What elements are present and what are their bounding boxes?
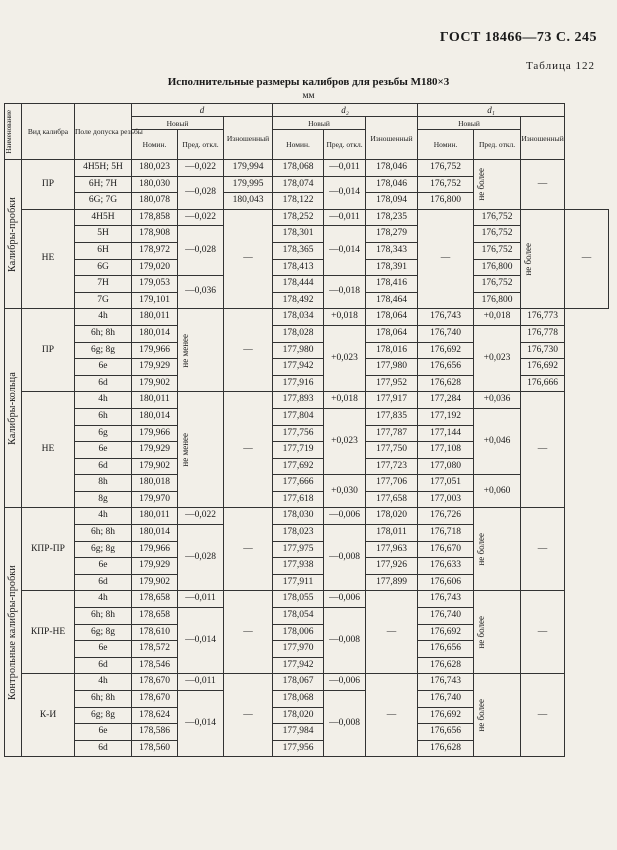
table-cell: 176,800 — [474, 292, 521, 309]
table-cell: 179,970 — [132, 491, 178, 508]
table-cell: 6d — [75, 458, 132, 475]
table-cell: 180,014 — [132, 525, 178, 542]
col-d-pred: Пред. откл. — [178, 130, 224, 160]
col-d2-nom: Номин. — [273, 130, 324, 160]
table-cell: 178,858 — [132, 209, 178, 226]
table-cell: 179,929 — [132, 558, 178, 575]
table-cell: 179,902 — [132, 458, 178, 475]
table-cell: — — [565, 209, 609, 309]
table-cell: +0,023 — [474, 325, 521, 391]
col-d2-izn: Изношенный — [366, 117, 418, 160]
table-cell: 177,917 — [366, 392, 418, 409]
type-kpr-pr: КПР-ПР — [22, 508, 75, 591]
table-cell: —0,036 — [178, 276, 224, 309]
col-d2-pred: Пред. откл. — [324, 130, 366, 160]
table-cell: 6e — [75, 442, 132, 459]
table-row — [5, 392, 609, 409]
table-cell: 178,067 — [273, 674, 324, 691]
vertical-label: не более — [476, 168, 487, 201]
col-d1-nom: Номин. — [418, 130, 474, 160]
standard-header: ГОСТ 18466—73 С. 245 — [439, 30, 597, 45]
table-cell: 179,929 — [132, 442, 178, 459]
table-cell: 178,016 — [366, 342, 418, 359]
table-cell: 6h; 8h — [75, 608, 132, 625]
table-cell: 176,718 — [418, 525, 474, 542]
note-ne-menee — [178, 309, 224, 392]
table-cell: 180,011 — [132, 309, 178, 326]
table-cell: 7G — [75, 292, 132, 309]
table-cell: 176,656 — [418, 641, 474, 658]
table-cell: 177,080 — [418, 458, 474, 475]
table-cell: 178,020 — [273, 707, 324, 724]
table-cell: 178,343 — [366, 242, 418, 259]
table-cell: 178,023 — [273, 525, 324, 542]
section-kolca — [5, 309, 22, 508]
table-cell: 176,800 — [418, 193, 474, 210]
table-cell: 178,046 — [366, 176, 418, 193]
table-cell: 176,752 — [418, 160, 474, 177]
table-cell: 178,444 — [273, 276, 324, 293]
calibre-table — [4, 103, 609, 757]
col-d-izn: Изношенный — [224, 117, 273, 160]
table-cell: 6g; 8g — [75, 624, 132, 641]
table-cell: 6H; 7H — [75, 176, 132, 193]
table-cell: —0,006 — [324, 591, 366, 608]
col-d: d — [132, 104, 273, 117]
table-cell: +0,030 — [324, 475, 366, 508]
type-kpr-ne: КПР-НЕ — [22, 591, 75, 674]
table-cell: — — [224, 591, 273, 674]
table-cell: 177,835 — [366, 408, 418, 425]
table-cell: 179,020 — [132, 259, 178, 276]
table-cell: —0,028 — [178, 226, 224, 276]
table-cell: 176,740 — [418, 325, 474, 342]
table-cell: 178,586 — [132, 724, 178, 741]
note-ne-menee — [178, 392, 224, 508]
table-cell: — — [521, 508, 565, 591]
table-cell: 6h; 8h — [75, 525, 132, 542]
table-cell: 176,752 — [474, 242, 521, 259]
table-cell: 177,899 — [366, 574, 418, 591]
vertical-label: не более — [476, 699, 487, 732]
table-cell: — — [521, 392, 565, 508]
vertical-label: Наименование — [5, 109, 13, 154]
table-cell: —0,008 — [324, 691, 366, 757]
table-cell: —0,022 — [178, 508, 224, 525]
table-cell: 177,692 — [273, 458, 324, 475]
table-cell: — — [521, 591, 565, 674]
table-cell: 177,975 — [273, 541, 324, 558]
table-row — [5, 408, 609, 425]
table-cell: 176,752 — [474, 276, 521, 293]
table-cell: —0,011 — [178, 674, 224, 691]
table-row — [5, 242, 609, 259]
table-cell: 178,074 — [273, 176, 324, 193]
table-cell: 176,628 — [418, 375, 474, 392]
table-cell: 178,006 — [273, 624, 324, 641]
col-d2: d₂ — [273, 104, 418, 117]
type-pr: ПР — [22, 160, 75, 210]
table-cell: 179,995 — [224, 176, 273, 193]
table-cell: 177,658 — [366, 491, 418, 508]
table-cell: +0,046 — [474, 408, 521, 474]
table-cell: 178,068 — [273, 691, 324, 708]
table-cell: 177,956 — [273, 740, 324, 757]
table-cell: —0,006 — [324, 674, 366, 691]
table-cell: — — [224, 209, 273, 309]
table-cell: 178,055 — [273, 591, 324, 608]
table-cell: 178,064 — [366, 325, 418, 342]
table-cell: 178,279 — [366, 226, 418, 243]
col-d1-izn: Изношенный — [521, 117, 565, 160]
table-row — [5, 226, 609, 243]
table-cell: — — [521, 160, 565, 210]
table-cell: 178,560 — [132, 740, 178, 757]
table-cell: +0,023 — [324, 408, 366, 474]
table-cell: 176,656 — [418, 724, 474, 741]
table-cell: 8h — [75, 475, 132, 492]
table-row — [5, 508, 609, 525]
table-cell: +0,018 — [324, 392, 366, 409]
table-cell: 178,413 — [273, 259, 324, 276]
table-cell: — — [418, 209, 474, 309]
table-cell: 177,963 — [366, 541, 418, 558]
table-cell: 6G — [75, 259, 132, 276]
table-row — [5, 276, 609, 293]
table-cell: 176,743 — [418, 309, 474, 326]
table-cell: 178,094 — [366, 193, 418, 210]
table-cell: 177,911 — [273, 574, 324, 591]
type-k-i: К-И — [22, 674, 75, 757]
table-cell: 176,726 — [418, 508, 474, 525]
table-cell: 6d — [75, 740, 132, 757]
table-cell: 6G; 7G — [75, 193, 132, 210]
table-cell: 6e — [75, 724, 132, 741]
table-cell: 178,670 — [132, 674, 178, 691]
table-cell: 179,902 — [132, 574, 178, 591]
table-cell: 176,752 — [418, 176, 474, 193]
table-cell: 4h — [75, 309, 132, 326]
vertical-label: не менее — [180, 433, 190, 467]
table-cell: — — [224, 508, 273, 591]
col-d1-new: Новый — [418, 117, 521, 130]
table-cell: 179,966 — [132, 541, 178, 558]
table-cell: 178,546 — [132, 657, 178, 674]
table-cell: 178,064 — [366, 309, 418, 326]
table-cell: —0,018 — [324, 276, 366, 309]
table-cell: 180,014 — [132, 408, 178, 425]
table-cell: 177,706 — [366, 475, 418, 492]
table-cell: 177,756 — [273, 425, 324, 442]
vertical-label: не менее — [180, 333, 190, 368]
table-cell: 177,942 — [273, 359, 324, 376]
table-cell: —0,011 — [178, 591, 224, 608]
table-cell: 178,046 — [366, 160, 418, 177]
table-cell: 178,670 — [132, 691, 178, 708]
table-cell: 6h — [75, 408, 132, 425]
table-cell: 177,618 — [273, 491, 324, 508]
table-cell: 178,020 — [366, 508, 418, 525]
col-d-nom: Номин. — [132, 130, 178, 160]
table-cell: —0,014 — [324, 226, 366, 276]
vertical-label: Калибры-пробки — [7, 196, 18, 272]
table-cell: — — [224, 674, 273, 757]
table-title: Исполнительные размеры калибров для резьбы М180×3 — [167, 76, 450, 88]
table-cell: 180,011 — [132, 508, 178, 525]
table-cell: 178,492 — [273, 292, 324, 309]
table-cell: 178,658 — [132, 591, 178, 608]
table-row — [5, 292, 609, 309]
table-row — [5, 160, 609, 177]
table-cell: 6h; 8h — [75, 691, 132, 708]
table-cell: 176,743 — [418, 674, 474, 691]
table-cell: 176,692 — [418, 342, 474, 359]
table-cell: — — [521, 674, 565, 757]
vertical-label: не более — [476, 533, 487, 566]
table-row — [5, 209, 609, 226]
vertical-label: не более — [476, 616, 487, 649]
table-cell: 176,730 — [521, 342, 565, 359]
table-cell: 177,980 — [273, 342, 324, 359]
table-cell: 179,966 — [132, 342, 178, 359]
table-cell: 177,938 — [273, 558, 324, 575]
table-cell: 176,628 — [418, 740, 474, 757]
section-kontrol — [5, 508, 22, 757]
table-cell: 4H5H — [75, 209, 132, 226]
table-cell: 177,970 — [273, 641, 324, 658]
table-row — [5, 591, 609, 608]
table-cell: 177,942 — [273, 657, 324, 674]
table-cell: —0,022 — [178, 209, 224, 226]
table-cell: 180,030 — [132, 176, 178, 193]
table-cell: 6e — [75, 558, 132, 575]
table-cell: — — [224, 309, 273, 392]
table-cell: 6d — [75, 574, 132, 591]
table-cell: +0,036 — [474, 392, 521, 409]
vertical-label: Контрольные калибры-пробки — [7, 564, 18, 700]
table-cell: 178,610 — [132, 624, 178, 641]
table-cell: 177,284 — [418, 392, 474, 409]
table-cell: 177,916 — [273, 375, 324, 392]
table-cell: 177,666 — [273, 475, 324, 492]
note-ne-bolee — [521, 209, 565, 309]
table-cell: 177,952 — [366, 375, 418, 392]
table-cell: 176,670 — [418, 541, 474, 558]
table-cell: 177,787 — [366, 425, 418, 442]
table-cell: 177,980 — [366, 359, 418, 376]
table-cell: 178,572 — [132, 641, 178, 658]
col-pole: Поле допуска резьбы — [75, 104, 132, 160]
table-cell: 178,658 — [132, 608, 178, 625]
table-cell: 176,606 — [418, 574, 474, 591]
table-cell: 178,122 — [273, 193, 324, 210]
table-cell: 177,051 — [418, 475, 474, 492]
table-cell: —0,008 — [324, 525, 366, 591]
table-cell: 176,692 — [418, 707, 474, 724]
table-cell: 6H — [75, 242, 132, 259]
table-cell: 178,624 — [132, 707, 178, 724]
table-cell: —0,006 — [324, 508, 366, 525]
table-cell: —0,014 — [324, 176, 366, 209]
table-cell: +0,060 — [474, 475, 521, 508]
table-cell: 5H — [75, 226, 132, 243]
table-cell: 6h; 8h — [75, 325, 132, 342]
table-cell: 180,023 — [132, 160, 178, 177]
table-row — [5, 259, 609, 276]
table-cell: 176,692 — [418, 624, 474, 641]
type-pr-ring: ПР — [22, 309, 75, 392]
table-cell: 178,972 — [132, 242, 178, 259]
table-cell: —0,028 — [178, 525, 224, 591]
table-cell: 176,740 — [418, 691, 474, 708]
table-cell: 180,014 — [132, 325, 178, 342]
table-cell: —0,014 — [178, 608, 224, 674]
table-row — [5, 325, 609, 342]
vertical-label: не более — [523, 242, 534, 276]
table-cell: 177,192 — [418, 408, 474, 425]
table-cell: +0,018 — [474, 309, 521, 326]
table-label: Таблица 122 — [525, 60, 595, 72]
table-cell: 180,011 — [132, 392, 178, 409]
table-cell: —0,008 — [324, 608, 366, 674]
table-cell: 176,628 — [418, 657, 474, 674]
table-cell: 8g — [75, 491, 132, 508]
table-cell: — — [366, 674, 418, 757]
table-cell: 179,053 — [132, 276, 178, 293]
table-cell: 176,752 — [474, 226, 521, 243]
table-cell: 176,656 — [418, 359, 474, 376]
type-ne-ring: НЕ — [22, 392, 75, 508]
table-cell: 179,929 — [132, 359, 178, 376]
table-cell: 177,003 — [418, 491, 474, 508]
table-cell: 4H5H; 5H — [75, 160, 132, 177]
table-cell: 178,068 — [273, 160, 324, 177]
table-cell: 4h — [75, 591, 132, 608]
table-cell: 4h — [75, 392, 132, 409]
table-cell: 177,723 — [366, 458, 418, 475]
table-cell: 178,054 — [273, 608, 324, 625]
table-cell: — — [366, 591, 418, 674]
table-cell: 177,750 — [366, 442, 418, 459]
table-cell: 178,252 — [273, 209, 324, 226]
table-cell: +0,018 — [324, 309, 366, 326]
table-cell: 6g; 8g — [75, 707, 132, 724]
table-cell: 178,365 — [273, 242, 324, 259]
table-cell: 179,966 — [132, 425, 178, 442]
unit-label: мм — [302, 91, 315, 101]
table-cell: 178,416 — [366, 276, 418, 293]
type-ne: НЕ — [22, 209, 75, 309]
table-cell: 177,926 — [366, 558, 418, 575]
table-cell: 4h — [75, 508, 132, 525]
table-cell: 176,778 — [521, 325, 565, 342]
table-cell: 6e — [75, 359, 132, 376]
table-cell: 178,028 — [273, 325, 324, 342]
table-cell: +0,023 — [324, 325, 366, 391]
table-cell: —0,011 — [324, 209, 366, 226]
table-cell: —0,014 — [178, 691, 224, 757]
table-cell: 6d — [75, 657, 132, 674]
table-row — [5, 674, 609, 691]
table-cell: 176,692 — [521, 359, 565, 376]
col-d1: d₁ — [418, 104, 565, 117]
table-cell: 176,800 — [474, 259, 521, 276]
table-cell: 176,666 — [521, 375, 565, 392]
table-cell: 6e — [75, 641, 132, 658]
note-ne-bolee — [474, 508, 521, 591]
table-cell: 177,108 — [418, 442, 474, 459]
col-naimen — [5, 104, 22, 160]
table-cell: 176,743 — [418, 591, 474, 608]
table-cell: 177,893 — [273, 392, 324, 409]
table-cell: 176,773 — [521, 309, 565, 326]
col-d-new: Новый — [132, 117, 224, 130]
table-cell: 179,994 — [224, 160, 273, 177]
table-cell: 176,740 — [418, 608, 474, 625]
table-cell: 178,034 — [273, 309, 324, 326]
table-cell: 176,633 — [418, 558, 474, 575]
table-cell: 179,101 — [132, 292, 178, 309]
table-cell: 177,719 — [273, 442, 324, 459]
col-d1-pred: Пред. откл. — [474, 130, 521, 160]
table-cell: 178,011 — [366, 525, 418, 542]
table-row — [5, 309, 609, 326]
table-cell: 6g; 8g — [75, 342, 132, 359]
table-row — [5, 475, 609, 492]
table-cell: 179,902 — [132, 375, 178, 392]
table-cell: — — [224, 392, 273, 508]
table-cell: 178,908 — [132, 226, 178, 243]
table-cell: —0,028 — [178, 176, 224, 209]
col-vid: Вид калибра — [22, 104, 75, 160]
table-cell: 178,391 — [366, 259, 418, 276]
table-cell: 4h — [75, 674, 132, 691]
table-cell: 7H — [75, 276, 132, 293]
table-cell: —0,011 — [324, 160, 366, 177]
table-cell: 180,078 — [132, 193, 178, 210]
table-cell: 6g; 8g — [75, 541, 132, 558]
table-cell: 177,984 — [273, 724, 324, 741]
table-cell: 178,235 — [366, 209, 418, 226]
table-cell: 178,301 — [273, 226, 324, 243]
col-d2-new: Новый — [273, 117, 366, 130]
table-cell: 180,043 — [224, 193, 273, 210]
table-cell: 6g — [75, 425, 132, 442]
vertical-label: Калибры-кольца — [7, 371, 18, 445]
note-ne-bolee — [474, 674, 521, 757]
table-cell: 176,752 — [474, 209, 521, 226]
table-cell: 6d — [75, 375, 132, 392]
note-ne-bolee — [474, 591, 521, 674]
section-probki — [5, 160, 22, 309]
table-cell: 178,030 — [273, 508, 324, 525]
table-cell: —0,022 — [178, 160, 224, 177]
table-cell: 178,464 — [366, 292, 418, 309]
table-cell: 177,144 — [418, 425, 474, 442]
table-cell: 177,804 — [273, 408, 324, 425]
note-ne-bolee — [474, 160, 521, 210]
table-cell: 180,018 — [132, 475, 178, 492]
